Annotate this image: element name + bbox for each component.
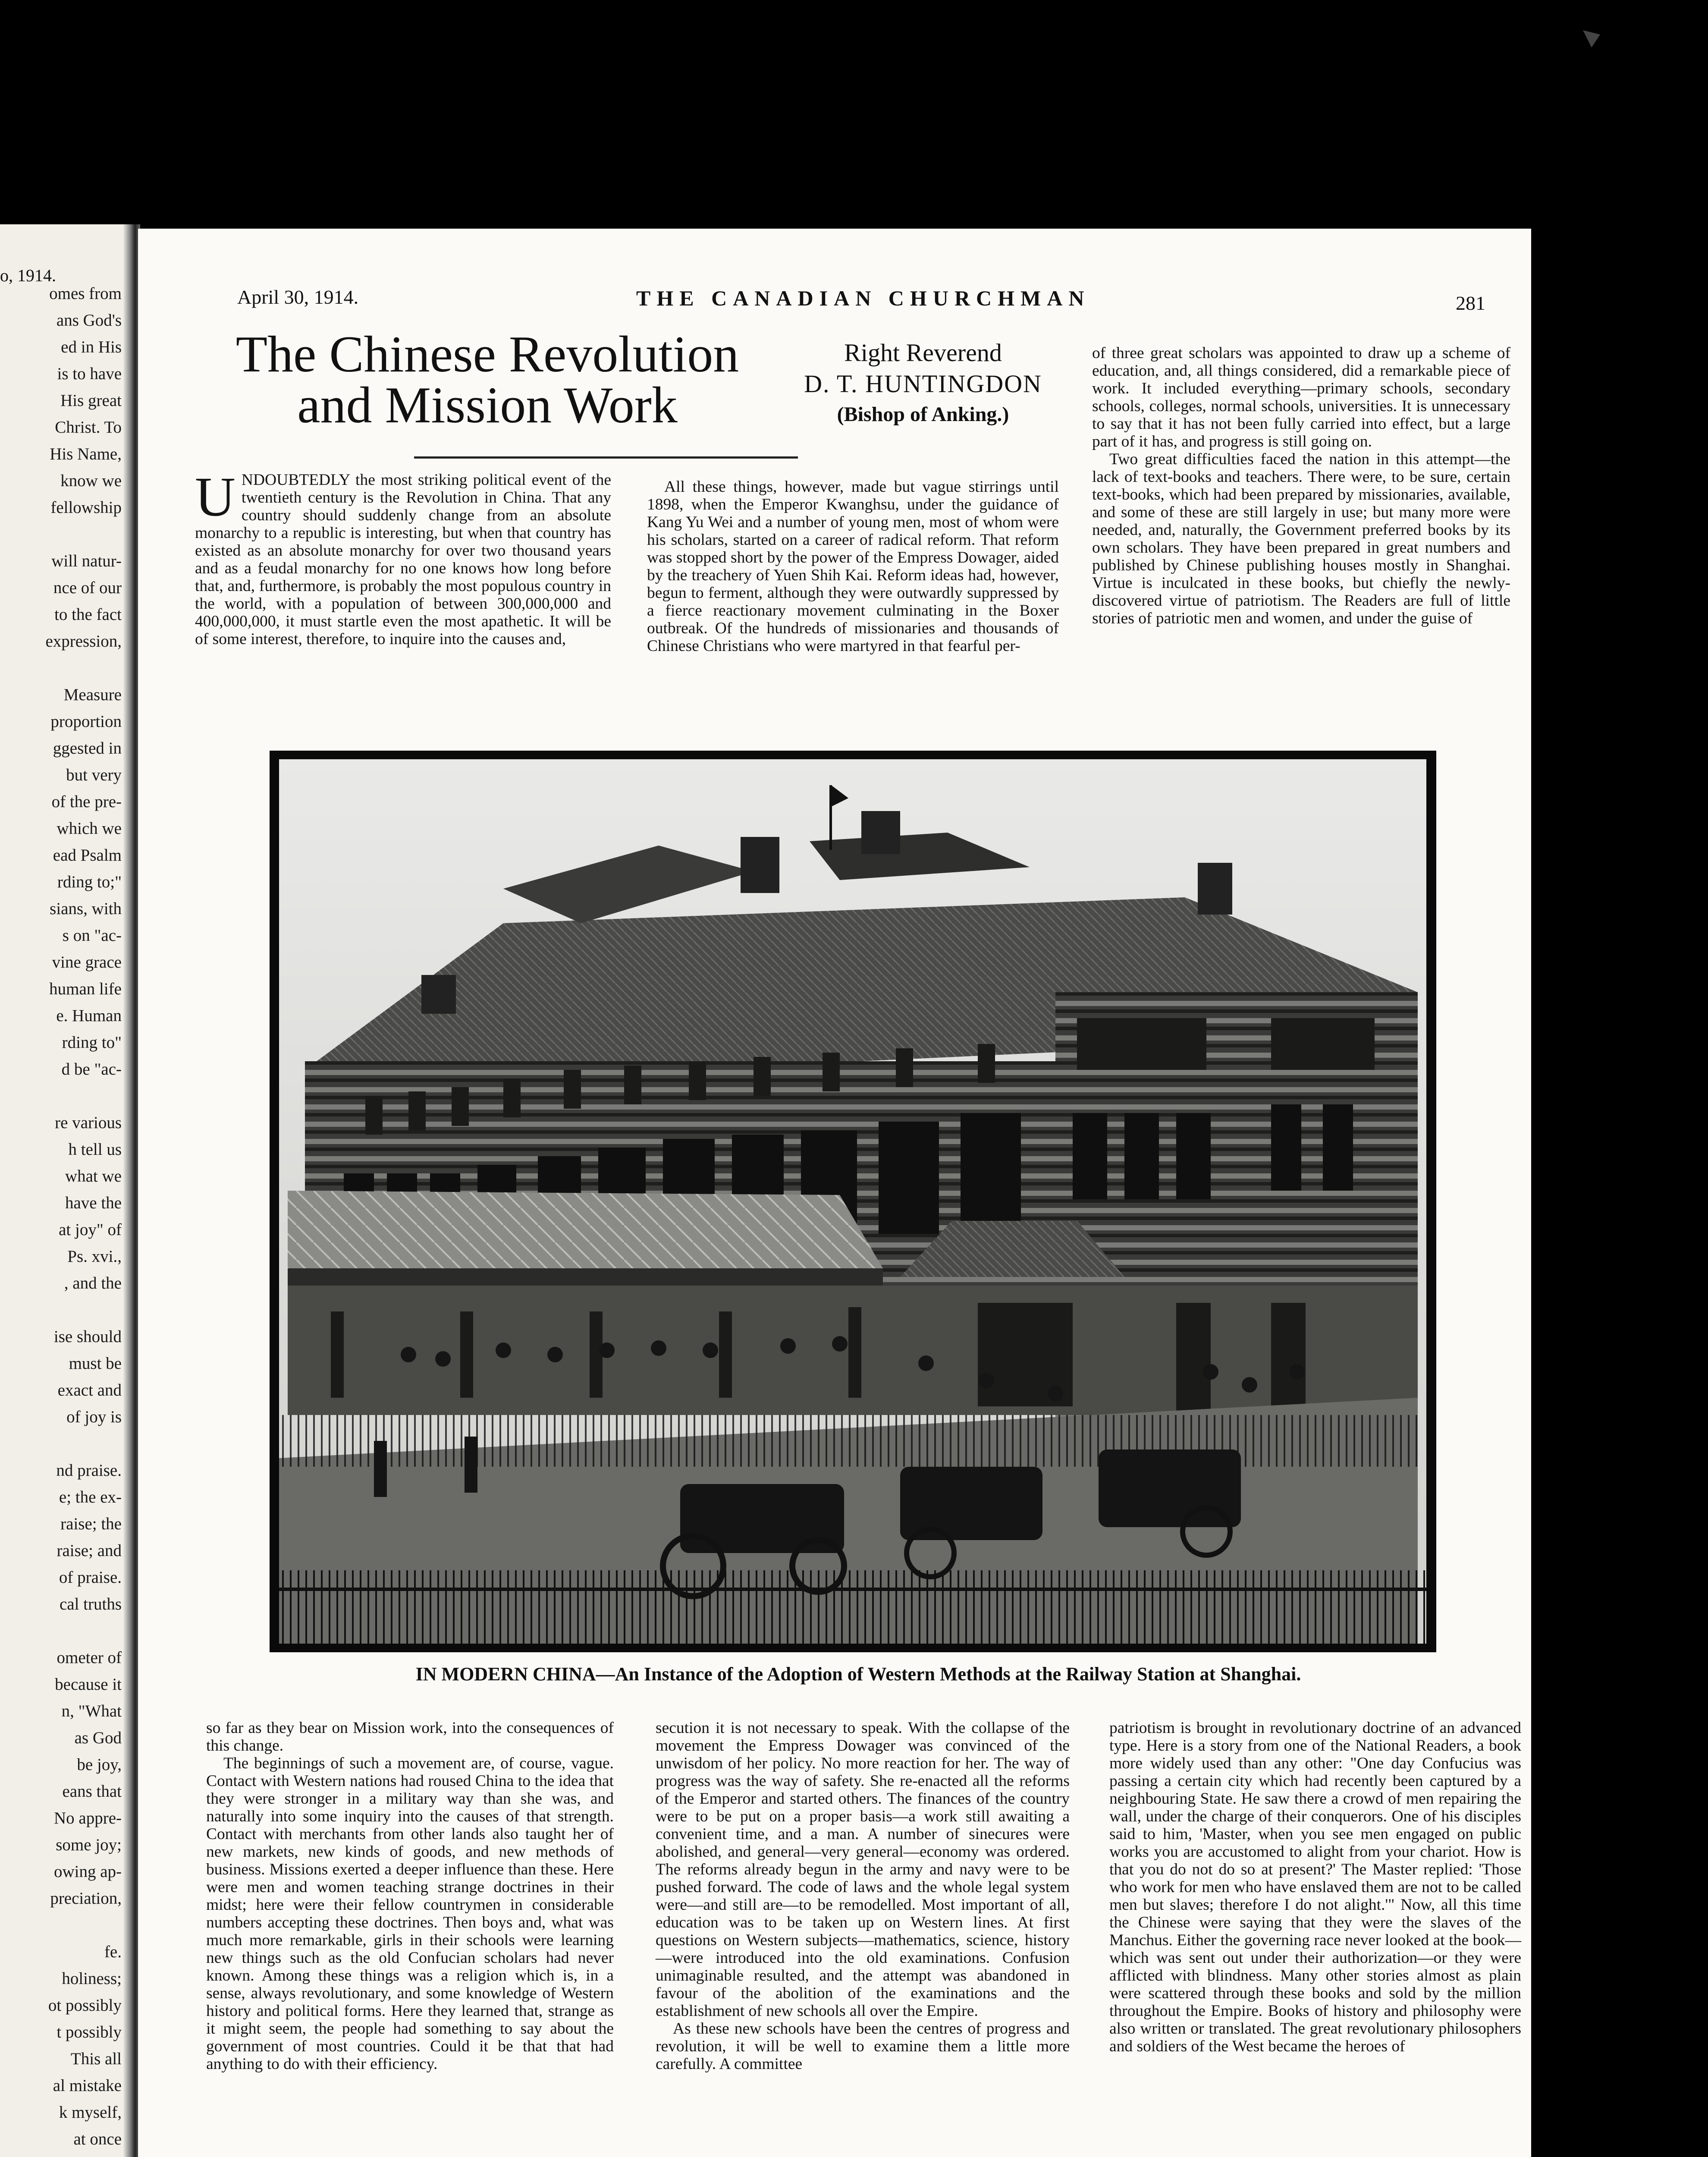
left-page-line: will natur-	[51, 552, 122, 570]
left-page-line: d be "ac-	[61, 1060, 122, 1078]
left-page-line	[0, 2153, 125, 2157]
column-3-top	[1092, 344, 1510, 627]
left-page-line: fellowship	[50, 498, 122, 517]
left-page-line: al mistake	[53, 2076, 122, 2095]
left-page-line: of the pre-	[51, 792, 122, 811]
railway-station-photo	[279, 759, 1426, 1644]
column-1-bottom-para-1: so far as they bear on Mission work, into the consequences of this change.	[206, 1719, 614, 1755]
left-page-gap	[0, 655, 125, 682]
column-1-bottom-para-2: The beginnings of such a movement are, of course, vague. Contact with Western nations had roused China to the idea that they were stronger in a military way than she was, and naturally into some inquiry into the causes of that strength. Contact with merchants from other lands also taught her of new markets, new kinds of goods, and new methods of business. Missions exerted a deeper influence than these. Here were men and women teaching strange doctrines in their midst; here were their fellow countrymen in considerable numbers accepting these doctrines. Then boys and, what was much more remarkable, girls in their schools were learning new things such as the old Confucian scholars had never known. Among these things was a religion which is, in a sense, always revolutionary, and some knowledge of Western history and political forms. Here they learned that, strange as it might seem, the people had something to say about the government of most countries. Could it be that that had anything to do with their efficiency.	[206, 1755, 614, 2073]
left-page-line: what we	[65, 1167, 122, 1185]
left-page-gap	[0, 1083, 125, 1110]
left-page-line: at joy" of	[59, 1220, 122, 1239]
column-2-top-text: All these things, however, made but vague stirrings until 1898, when the Emperor Kwanghsu, under the guidance of Kang Yu Wei and a number of young men, most of whom were his scholars, started on a career of radical reform. That reform was stopped short by the power of the Empress Dowager, aided by the treachery of Yuen Shih Kai. Reform ideas had, however, begun to ferment, although they were outwardly suppressed by a fierce reactionary movement culminating in the Boxer outbreak. Of the hundreds of missionaries and thousands of Chinese Christians who were martyred in that fearful per-	[647, 478, 1059, 655]
left-page-line: rding to;"	[57, 873, 122, 891]
column-1-top	[195, 466, 611, 648]
left-page-line: have the	[65, 1194, 122, 1212]
drop-cap: U	[195, 466, 235, 528]
left-page-line: to the fact	[54, 605, 122, 624]
left-page-gap	[0, 1297, 125, 1324]
scan-mark	[1579, 26, 1604, 52]
left-page-line: expression,	[45, 632, 122, 651]
left-page-line: holiness;	[62, 1969, 122, 1988]
left-page-line: e. Human	[56, 1006, 122, 1025]
left-page-text-column	[0, 280, 125, 2157]
left-page-line: ead Psalm	[53, 846, 122, 865]
left-page-line: This all	[70, 2050, 122, 2068]
issue-date: April 30, 1914.	[237, 286, 359, 308]
left-page-line: raise; the	[60, 1515, 122, 1533]
left-page-line: but very	[66, 766, 122, 784]
left-page-line: h tell us	[68, 1140, 122, 1159]
left-page-line: His Name,	[50, 445, 122, 463]
left-page-line: nd praise.	[56, 1461, 122, 1480]
left-page-line: ometer of	[57, 1648, 122, 1667]
column-2-top	[647, 478, 1059, 655]
column-3-top-para-2: Two great difficulties faced the nation in this attempt—the lack of text-books and teachers. There were, to be sure, certain text-books, which had been prepared by missionaries, available, and some of these are still largely in use; but many more were needed, and, naturally, the Government preferred books by its own scholars. They have been prepared in great numbers and published by Chinese publishing houses mostly in Shanghai. Virtue is inculcated in these books, but chiefly the newly-discovered virtue of patriotism. The Readers are full of little stories of patriotic men and women, and under the guise of	[1092, 450, 1510, 627]
left-page-line: must be	[69, 1354, 122, 1373]
left-page-line: nce of our	[53, 579, 122, 597]
left-page-line: exact and	[57, 1381, 122, 1399]
running-header	[237, 286, 1488, 314]
left-page-line: Christ. To	[55, 418, 122, 437]
book-gutter	[123, 224, 140, 2157]
left-page-line: t possibly	[57, 2023, 122, 2041]
page-number: 281	[1456, 292, 1485, 314]
left-page-line: human life	[49, 980, 122, 998]
left-page-line: omes from	[49, 284, 122, 303]
left-page-line: e; the ex-	[59, 1488, 122, 1506]
left-page-line: re various	[55, 1113, 122, 1132]
left-page-line: ot possibly	[48, 1996, 122, 2015]
left-facing-page	[0, 224, 127, 2157]
column-2-bottom-para-2: As these new schools have been the centres of progress and revolution, it will be well to examine them a little more carefully. A committee	[656, 2020, 1070, 2073]
article-title	[190, 325, 785, 434]
left-page-line: be joy,	[77, 1755, 122, 1774]
left-page-line: No appre-	[53, 1809, 122, 1827]
left-page-line: proportion	[50, 712, 122, 731]
photo-caption: IN MODERN CHINA—An Instance of the Adoption of Western Methods at the Railway Station at Shanghai.	[415, 1663, 1301, 1685]
left-page-line: , and the	[64, 1274, 122, 1292]
left-page-line: is to have	[57, 365, 122, 383]
left-page-line: sians, with	[50, 899, 122, 918]
left-page-line: rding to"	[62, 1033, 122, 1052]
left-page-line: as God	[74, 1729, 122, 1747]
left-page-line: some joy;	[56, 1836, 122, 1854]
byline	[785, 337, 1061, 430]
left-page-line: k myself,	[59, 2103, 122, 2122]
left-page-header: o, 1914.	[0, 266, 56, 285]
left-page-line: which we	[57, 819, 122, 838]
byline-title: (Bishop of Anking.)	[837, 403, 1009, 426]
left-page-line: raise; and	[57, 1541, 122, 1560]
left-page-line: fe.	[104, 1943, 122, 1961]
left-page-line: Measure	[63, 685, 122, 704]
left-page-line: owing ap-	[53, 1862, 122, 1881]
column-2-bottom-para-1: secution it is not necessary to speak. With the collapse of the movement the Empress Dowager was convinced of the unwisdom of her policy. No more reaction for her. The way of progress was the way of safety. She re-enacted all the reforms of the Emperor and started others. The finances of the country were to be put on a proper basis—a work still awaiting a convenient time, and a man. A number of sinecures were abolished, and general—very general—economy was ordered. The reforms already begun in the army and navy were to be pushed forward. The code of laws and the whole legal system were—and still are—to be remodelled. Most important of all, education was to be taken up on Western lines. At first questions on Western subjects—mathematics, science, history—were introduced into the old examinations. Confusion unimaginable resulted, and the attempt was abandoned in favour of the abolition of the examinations and the establishment of new schools all over the Empire.	[656, 1719, 1070, 2020]
left-page-line: vine grace	[52, 953, 122, 972]
left-page-line: preciation,	[50, 1889, 122, 1908]
left-page-gap	[0, 1912, 125, 1939]
byline-author: D. T. HUNTINGDON	[804, 370, 1042, 398]
left-page-line: at once	[73, 2130, 122, 2148]
left-page-line: because it	[55, 1675, 122, 1694]
left-page-line: eans that	[62, 1782, 122, 1801]
left-page-line: of joy is	[66, 1408, 122, 1426]
left-page-line: ans God's	[56, 311, 122, 330]
left-page-line: know we	[60, 472, 122, 490]
column-3-bottom-para-1: patriotism is brought in revolutionary doctrine of an advanced type. Here is a story from one of the National Readers, a book more widely used than any other: "One day Confucius was passing a certain city which had recently been captured by a neighbouring State. He saw there a crowd of men repairing the wall, under the charge of their conquerors. One of his disciples said to him, 'Master, when you see men engaged on public works you are accustomed to alight from your chariot. How is that you do not do so at present?' The Master replied: 'Those who work for men who have enslaved them are not to be called men but slaves; therefore I do not alight.'" Now, all this time the Chinese were saying that they were the slaves of the Manchus. Either the governing race never looked at the book—which was sent out under their authorization—or they were afflicted with blindness. Many other stories almost as plain were scattered through these books and sold by the million throughout the Empire. Books of history and philosophy were also written or translated. The great revolutionary philosophers and soldiers of the West became the heroes of	[1109, 1719, 1521, 2055]
left-page-gap	[0, 1431, 125, 1457]
left-page-line: His great	[60, 391, 122, 410]
column-1-bottom	[206, 1719, 614, 2073]
left-page-line: ed in His	[61, 338, 122, 356]
column-3-top-para-1: of three great scholars was appointed to draw up a scheme of education, and, all things considered, did a remarkable piece of work. It included everything—primary schools, secondary schools, colleges, normal schools, universities. It is unnecessary to say that it has not been fully carried into effect, but a large part of it has, and progress is still going on.	[1092, 344, 1510, 450]
column-2-bottom	[656, 1719, 1070, 2073]
left-page-line: Ps. xvi.,	[67, 1247, 122, 1266]
title-rule	[414, 456, 798, 459]
left-page-gap	[0, 521, 125, 548]
column-3-bottom	[1109, 1719, 1521, 2055]
byline-honorific: Right Reverend	[844, 339, 1002, 367]
left-page-gap	[0, 1618, 125, 1644]
article-title-line-2: and Mission Work	[297, 376, 678, 434]
left-page-line: ggested in	[53, 739, 122, 758]
article-title-line-1: The Chinese Revolution	[235, 325, 739, 383]
left-page-line: n, "What	[61, 1702, 122, 1720]
left-page-line: ise should	[53, 1327, 122, 1346]
publication-title: THE CANADIAN CHURCHMAN	[636, 286, 1090, 310]
left-page-line: s on "ac-	[62, 926, 122, 945]
left-page-line: of praise.	[59, 1568, 122, 1587]
left-page-line: cal truths	[59, 1595, 122, 1613]
column-1-top-text: NDOUBTEDLY the most striking political event of the twentieth century is the Revolution in China. That any country should suddenly change from an absolute monarchy to a republic is interesting, but when that country has existed as an absolute monarchy for over two thousand years and as a feudal monarchy for no one knows how long before that, and, furthermore, is probably the most populous country in the world, with a population of between 300,000,000 and 400,000,000, it must startle even the most apathetic. It will be of some interest, therefore, to inquire into the causes and,	[195, 471, 611, 648]
